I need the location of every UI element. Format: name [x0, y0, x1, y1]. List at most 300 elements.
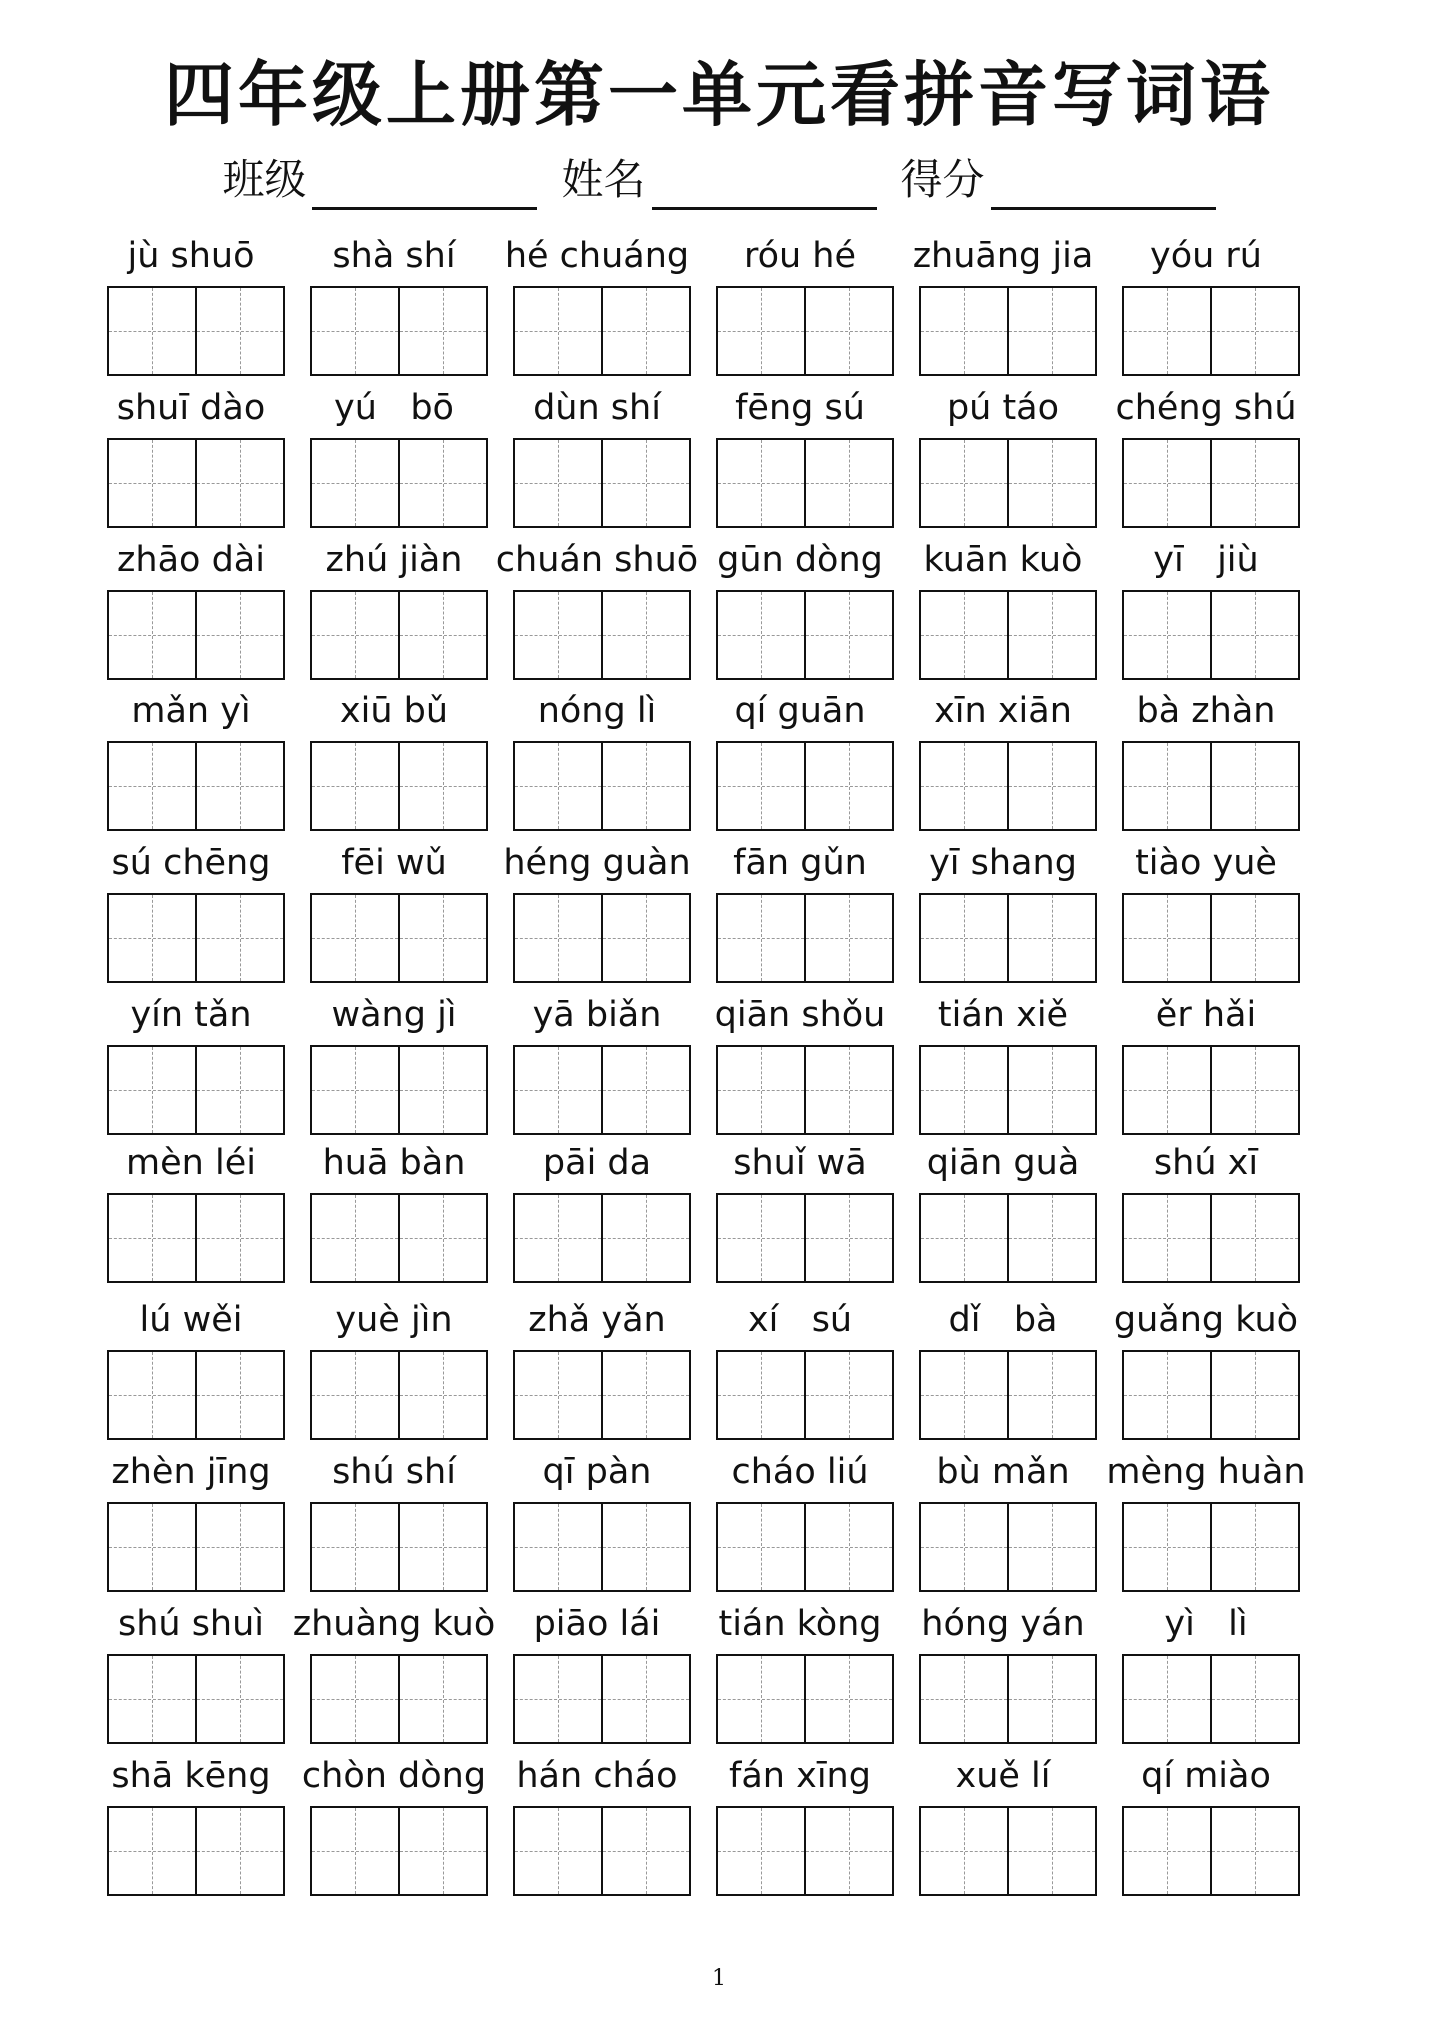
writing-box[interactable] — [716, 1045, 894, 1135]
tian-zi-square[interactable] — [515, 440, 601, 526]
writing-box[interactable] — [107, 741, 285, 831]
pinyin-label: tián kòng — [718, 1604, 882, 1644]
tian-zi-square[interactable] — [398, 592, 486, 678]
tian-zi-square[interactable] — [718, 592, 804, 678]
writing-box[interactable] — [919, 741, 1097, 831]
writing-box[interactable] — [513, 1502, 691, 1592]
writing-box[interactable] — [310, 1502, 488, 1592]
pinyin-label: chòn dòng — [301, 1756, 487, 1796]
writing-box[interactable] — [716, 1502, 894, 1592]
pinyin-label: mèn léi — [126, 1143, 256, 1183]
writing-box[interactable] — [310, 741, 488, 831]
tian-zi-square[interactable] — [1210, 288, 1298, 374]
word-cell — [293, 688, 495, 820]
tian-zi-square[interactable] — [1007, 1656, 1095, 1742]
word-cell — [90, 688, 292, 820]
writing-box[interactable] — [310, 893, 488, 983]
tian-zi-square[interactable] — [921, 1047, 1007, 1133]
pinyin-label: pú táo — [946, 388, 1060, 428]
pinyin-label: shā kēng — [111, 1756, 271, 1796]
tian-zi-square[interactable] — [804, 1808, 892, 1894]
tian-zi-square[interactable] — [515, 1656, 601, 1742]
tian-zi-square[interactable] — [804, 1047, 892, 1133]
writing-box[interactable] — [716, 1350, 894, 1440]
pinyin-label: yī shang — [929, 843, 1077, 883]
tian-zi-square[interactable] — [312, 592, 398, 678]
tian-zi-square[interactable] — [601, 1195, 689, 1281]
writing-box[interactable] — [107, 1350, 285, 1440]
writing-box[interactable] — [919, 1193, 1097, 1283]
tian-zi-square[interactable] — [1124, 1047, 1210, 1133]
word-cell — [293, 1297, 495, 1429]
tian-zi-square[interactable] — [601, 1047, 689, 1133]
tian-zi-square[interactable] — [195, 1352, 283, 1438]
tian-zi-square[interactable] — [921, 288, 1007, 374]
tian-zi-square[interactable] — [312, 288, 398, 374]
pinyin-label: yú bō — [334, 388, 454, 428]
pinyin-label: bù mǎn — [936, 1452, 1070, 1492]
word-cell — [293, 840, 495, 972]
writing-box[interactable] — [716, 741, 894, 831]
pinyin-label: shà shí — [332, 236, 456, 276]
pinyin-label: yā biǎn — [532, 995, 662, 1035]
writing-box[interactable] — [1122, 741, 1300, 831]
tian-zi-square[interactable] — [804, 895, 892, 981]
tian-zi-square[interactable] — [1210, 440, 1298, 526]
writing-box[interactable] — [310, 590, 488, 680]
writing-box[interactable] — [513, 286, 691, 376]
word-cell — [496, 992, 698, 1124]
tian-zi-square[interactable] — [109, 1656, 195, 1742]
tian-zi-square[interactable] — [1007, 743, 1095, 829]
word-cell — [699, 1140, 901, 1272]
word-cell — [90, 1449, 292, 1581]
tian-zi-square[interactable] — [195, 1808, 283, 1894]
tian-zi-square[interactable] — [109, 895, 195, 981]
pinyin-label: nóng lì — [537, 691, 657, 731]
writing-box[interactable] — [919, 893, 1097, 983]
word-cell — [90, 992, 292, 1124]
tian-zi-square[interactable] — [718, 440, 804, 526]
pinyin-label: mèng huàn — [1106, 1452, 1306, 1492]
writing-box[interactable] — [310, 286, 488, 376]
writing-box[interactable] — [513, 741, 691, 831]
tian-zi-square[interactable] — [804, 288, 892, 374]
word-cell — [1105, 1449, 1307, 1581]
pinyin-label: zhuāng jia — [912, 236, 1094, 276]
writing-box[interactable] — [1122, 590, 1300, 680]
tian-zi-square[interactable] — [1007, 895, 1095, 981]
tian-zi-square[interactable] — [195, 1195, 283, 1281]
word-cell — [496, 537, 698, 669]
tian-zi-square[interactable] — [1124, 1808, 1210, 1894]
writing-box[interactable] — [513, 1350, 691, 1440]
tian-zi-square[interactable] — [195, 895, 283, 981]
writing-box[interactable] — [716, 438, 894, 528]
writing-box[interactable] — [919, 1502, 1097, 1592]
writing-box[interactable] — [310, 1045, 488, 1135]
tian-zi-square[interactable] — [1007, 1504, 1095, 1590]
tian-zi-square[interactable] — [601, 1808, 689, 1894]
pinyin-label: yuè jìn — [335, 1300, 453, 1340]
writing-box[interactable] — [107, 1193, 285, 1283]
pinyin-label: pāi da — [542, 1143, 652, 1183]
tian-zi-square[interactable] — [109, 1504, 195, 1590]
pinyin-label: róu hé — [743, 236, 857, 276]
word-cell — [90, 1297, 292, 1429]
word-cell — [699, 385, 901, 517]
tian-zi-square[interactable] — [601, 1656, 689, 1742]
tian-zi-square[interactable] — [195, 440, 283, 526]
tian-zi-square[interactable] — [398, 1352, 486, 1438]
writing-box[interactable] — [513, 893, 691, 983]
tian-zi-square[interactable] — [195, 1656, 283, 1742]
writing-box[interactable] — [107, 1045, 285, 1135]
writing-box[interactable] — [716, 893, 894, 983]
tian-zi-square[interactable] — [515, 592, 601, 678]
pinyin-label: tián xiě — [937, 995, 1069, 1035]
tian-zi-square[interactable] — [718, 1656, 804, 1742]
tian-zi-square[interactable] — [601, 743, 689, 829]
tian-zi-square[interactable] — [718, 1195, 804, 1281]
tian-zi-square[interactable] — [515, 1504, 601, 1590]
pinyin-label: qí guān — [734, 691, 866, 731]
tian-zi-square[interactable] — [1124, 592, 1210, 678]
tian-zi-square[interactable] — [1210, 1195, 1298, 1281]
tian-zi-square[interactable] — [312, 895, 398, 981]
tian-zi-square[interactable] — [718, 1352, 804, 1438]
writing-box[interactable] — [1122, 1806, 1300, 1896]
tian-zi-square[interactable] — [921, 1352, 1007, 1438]
pinyin-label: ěr hǎi — [1155, 995, 1257, 1035]
pinyin-label: qiān shǒu — [714, 995, 886, 1035]
tian-zi-square[interactable] — [1124, 288, 1210, 374]
tian-zi-square[interactable] — [1124, 1504, 1210, 1590]
tian-zi-square[interactable] — [921, 1195, 1007, 1281]
pinyin-label: lú wěi — [139, 1300, 243, 1340]
writing-box[interactable] — [919, 590, 1097, 680]
pinyin-label: shuī dào — [116, 388, 266, 428]
pinyin-label: dǐ bà — [948, 1300, 1058, 1340]
pinyin-label: bà zhàn — [1136, 691, 1276, 731]
word-cell — [293, 1140, 495, 1272]
tian-zi-square[interactable] — [1210, 1504, 1298, 1590]
writing-box[interactable] — [919, 1806, 1097, 1896]
tian-zi-square[interactable] — [601, 1504, 689, 1590]
writing-box[interactable] — [310, 1193, 488, 1283]
tian-zi-square[interactable] — [1124, 1195, 1210, 1281]
writing-box[interactable] — [919, 1045, 1097, 1135]
word-cell — [293, 537, 495, 669]
tian-zi-square[interactable] — [1124, 1352, 1210, 1438]
writing-box[interactable] — [1122, 1045, 1300, 1135]
tian-zi-square[interactable] — [601, 288, 689, 374]
word-cell — [496, 1753, 698, 1885]
writing-box[interactable] — [513, 1654, 691, 1744]
tian-zi-square[interactable] — [109, 592, 195, 678]
tian-zi-square[interactable] — [398, 440, 486, 526]
tian-zi-square[interactable] — [398, 743, 486, 829]
pinyin-label: huā bàn — [322, 1143, 466, 1183]
word-cell — [90, 233, 292, 365]
tian-zi-square[interactable] — [398, 1808, 486, 1894]
pinyin-label: fān gǔn — [733, 843, 867, 883]
pinyin-label: chéng shú — [1115, 388, 1297, 428]
tian-zi-square[interactable] — [515, 895, 601, 981]
writing-box[interactable] — [107, 286, 285, 376]
tian-zi-square[interactable] — [1210, 1047, 1298, 1133]
writing-box[interactable] — [716, 1193, 894, 1283]
tian-zi-square[interactable] — [1210, 592, 1298, 678]
writing-box[interactable] — [107, 893, 285, 983]
word-cell — [699, 1601, 901, 1733]
tian-zi-square[interactable] — [312, 1352, 398, 1438]
writing-box[interactable] — [310, 1654, 488, 1744]
tian-zi-square[interactable] — [515, 288, 601, 374]
tian-zi-square[interactable] — [921, 592, 1007, 678]
writing-box[interactable] — [919, 438, 1097, 528]
tian-zi-square[interactable] — [804, 1352, 892, 1438]
name-label: 姓名 — [561, 155, 646, 204]
word-cell — [902, 840, 1104, 972]
word-cell — [90, 840, 292, 972]
pinyin-label: zhuàng kuò — [292, 1604, 496, 1644]
writing-box[interactable] — [107, 438, 285, 528]
word-cell — [1105, 992, 1307, 1124]
writing-box[interactable] — [716, 590, 894, 680]
tian-zi-square[interactable] — [804, 743, 892, 829]
pinyin-label: tiào yuè — [1135, 843, 1277, 883]
pinyin-label: xí sú — [747, 1300, 853, 1340]
tian-zi-square[interactable] — [1210, 1352, 1298, 1438]
word-cell — [699, 840, 901, 972]
word-cell — [90, 1601, 292, 1733]
writing-box[interactable] — [919, 286, 1097, 376]
tian-zi-square[interactable] — [515, 1047, 601, 1133]
pinyin-label: wàng jì — [331, 995, 457, 1035]
tian-zi-square[interactable] — [515, 743, 601, 829]
writing-box[interactable] — [513, 1806, 691, 1896]
writing-box[interactable] — [310, 438, 488, 528]
word-cell — [496, 1297, 698, 1429]
pinyin-label: mǎn yì — [131, 691, 251, 731]
tian-zi-square[interactable] — [398, 1656, 486, 1742]
tian-zi-square[interactable] — [312, 1808, 398, 1894]
tian-zi-square[interactable] — [195, 288, 283, 374]
word-cell — [90, 1140, 292, 1272]
word-cell — [496, 1449, 698, 1581]
pinyin-label: qī pàn — [542, 1452, 652, 1492]
tian-zi-square[interactable] — [398, 895, 486, 981]
tian-zi-square[interactable] — [195, 743, 283, 829]
pinyin-label: sú chēng — [111, 843, 271, 883]
tian-zi-square[interactable] — [718, 1808, 804, 1894]
tian-zi-square[interactable] — [1210, 743, 1298, 829]
tian-zi-square[interactable] — [515, 1352, 601, 1438]
writing-box[interactable] — [1122, 1502, 1300, 1592]
word-cell — [902, 688, 1104, 820]
writing-box[interactable] — [1122, 1350, 1300, 1440]
word-cell — [699, 537, 901, 669]
tian-zi-square[interactable] — [804, 1656, 892, 1742]
tian-zi-square[interactable] — [601, 895, 689, 981]
word-cell — [699, 1297, 901, 1429]
word-cell — [1105, 840, 1307, 972]
word-cell — [293, 1601, 495, 1733]
pinyin-label: xuě lí — [955, 1756, 1051, 1796]
pinyin-label: shú shí — [332, 1452, 456, 1492]
writing-box[interactable] — [1122, 1193, 1300, 1283]
tian-zi-square[interactable] — [109, 1195, 195, 1281]
pinyin-label: fán xīng — [729, 1756, 871, 1796]
tian-zi-square[interactable] — [921, 1504, 1007, 1590]
word-cell — [902, 992, 1104, 1124]
tian-zi-square[interactable] — [312, 440, 398, 526]
word-cell — [90, 385, 292, 517]
word-cell — [293, 1753, 495, 1885]
tian-zi-square[interactable] — [921, 1808, 1007, 1894]
tian-zi-square[interactable] — [1210, 1808, 1298, 1894]
tian-zi-square[interactable] — [601, 1352, 689, 1438]
writing-box[interactable] — [513, 1193, 691, 1283]
tian-zi-square[interactable] — [804, 1504, 892, 1590]
tian-zi-square[interactable] — [109, 440, 195, 526]
tian-zi-square[interactable] — [804, 440, 892, 526]
tian-zi-square[interactable] — [718, 895, 804, 981]
tian-zi-square[interactable] — [601, 440, 689, 526]
tian-zi-square[interactable] — [804, 1195, 892, 1281]
writing-box[interactable] — [513, 1045, 691, 1135]
word-cell — [699, 1753, 901, 1885]
tian-zi-square[interactable] — [921, 743, 1007, 829]
pinyin-label: hóng yán — [921, 1604, 1085, 1644]
tian-zi-square[interactable] — [398, 288, 486, 374]
word-cell — [496, 1601, 698, 1733]
tian-zi-square[interactable] — [1124, 1656, 1210, 1742]
pinyin-label: piāo lái — [533, 1604, 661, 1644]
tian-zi-square[interactable] — [515, 1195, 601, 1281]
tian-zi-square[interactable] — [109, 288, 195, 374]
word-cell — [1105, 688, 1307, 820]
pinyin-label: fēng sú — [735, 388, 865, 428]
word-cell — [902, 1140, 1104, 1272]
tian-zi-square[interactable] — [1007, 1195, 1095, 1281]
word-cell — [496, 688, 698, 820]
tian-zi-square[interactable] — [312, 1195, 398, 1281]
score-label: 得分 — [900, 155, 985, 204]
tian-zi-square[interactable] — [804, 592, 892, 678]
writing-box[interactable] — [919, 1654, 1097, 1744]
writing-box[interactable] — [919, 1350, 1097, 1440]
tian-zi-square[interactable] — [1007, 592, 1095, 678]
tian-zi-square[interactable] — [1007, 288, 1095, 374]
pinyin-label: dùn shí — [533, 388, 661, 428]
word-cell — [902, 385, 1104, 517]
writing-box[interactable] — [310, 1350, 488, 1440]
writing-box[interactable] — [513, 590, 691, 680]
pinyin-label: yín tǎn — [130, 995, 252, 1035]
tian-zi-square[interactable] — [312, 743, 398, 829]
word-cell — [902, 1753, 1104, 1885]
tian-zi-square[interactable] — [1007, 1047, 1095, 1133]
tian-zi-square[interactable] — [195, 592, 283, 678]
word-cell — [1105, 233, 1307, 365]
writing-box[interactable] — [1122, 286, 1300, 376]
tian-zi-square[interactable] — [109, 1808, 195, 1894]
word-cell — [496, 385, 698, 517]
tian-zi-square[interactable] — [109, 1047, 195, 1133]
page-title: 四年级上册第一单元看拼音写词语 — [164, 54, 1274, 136]
tian-zi-square[interactable] — [1210, 1656, 1298, 1742]
writing-box[interactable] — [107, 590, 285, 680]
word-cell — [1105, 1753, 1307, 1885]
tian-zi-square[interactable] — [1124, 743, 1210, 829]
word-cell — [1105, 1140, 1307, 1272]
tian-zi-square[interactable] — [718, 1504, 804, 1590]
tian-zi-square[interactable] — [718, 743, 804, 829]
tian-zi-square[interactable] — [398, 1504, 486, 1590]
tian-zi-square[interactable] — [1124, 440, 1210, 526]
tian-zi-square[interactable] — [1210, 895, 1298, 981]
writing-box[interactable] — [107, 1806, 285, 1896]
tian-zi-square[interactable] — [312, 1504, 398, 1590]
tian-zi-square[interactable] — [1007, 1352, 1095, 1438]
tian-zi-square[interactable] — [312, 1656, 398, 1742]
tian-zi-square[interactable] — [398, 1047, 486, 1133]
writing-box[interactable] — [716, 1654, 894, 1744]
word-cell — [293, 1449, 495, 1581]
writing-box[interactable] — [716, 286, 894, 376]
tian-zi-square[interactable] — [515, 1808, 601, 1894]
writing-box[interactable] — [107, 1502, 285, 1592]
tian-zi-square[interactable] — [601, 592, 689, 678]
writing-box[interactable] — [1122, 893, 1300, 983]
pinyin-label: guǎng kuò — [1113, 1300, 1299, 1340]
pinyin-label: zhèn jīng — [111, 1452, 271, 1492]
tian-zi-square[interactable] — [398, 1195, 486, 1281]
tian-zi-square[interactable] — [1007, 1808, 1095, 1894]
writing-box[interactable] — [1122, 438, 1300, 528]
pinyin-label: héng guàn — [503, 843, 691, 883]
word-cell — [902, 1297, 1104, 1429]
word-cell — [1105, 385, 1307, 517]
word-cell — [293, 992, 495, 1124]
pinyin-label: xiū bǔ — [339, 691, 449, 731]
tian-zi-square[interactable] — [195, 1047, 283, 1133]
writing-box[interactable] — [716, 1806, 894, 1896]
tian-zi-square[interactable] — [921, 440, 1007, 526]
word-cell — [699, 992, 901, 1124]
pinyin-label: yī jiù — [1153, 540, 1259, 580]
tian-zi-square[interactable] — [718, 288, 804, 374]
tian-zi-square[interactable] — [921, 1656, 1007, 1742]
tian-zi-square[interactable] — [1124, 895, 1210, 981]
writing-box[interactable] — [107, 1654, 285, 1744]
tian-zi-square[interactable] — [109, 1352, 195, 1438]
writing-box[interactable] — [1122, 1654, 1300, 1744]
tian-zi-square[interactable] — [109, 743, 195, 829]
pinyin-label: jù shuō — [127, 236, 255, 276]
tian-zi-square[interactable] — [195, 1504, 283, 1590]
tian-zi-square[interactable] — [1007, 440, 1095, 526]
writing-box[interactable] — [513, 438, 691, 528]
word-cell — [293, 233, 495, 365]
tian-zi-square[interactable] — [921, 895, 1007, 981]
tian-zi-square[interactable] — [718, 1047, 804, 1133]
tian-zi-square[interactable] — [312, 1047, 398, 1133]
pinyin-label: chuán shuō — [495, 540, 699, 580]
writing-box[interactable] — [310, 1806, 488, 1896]
